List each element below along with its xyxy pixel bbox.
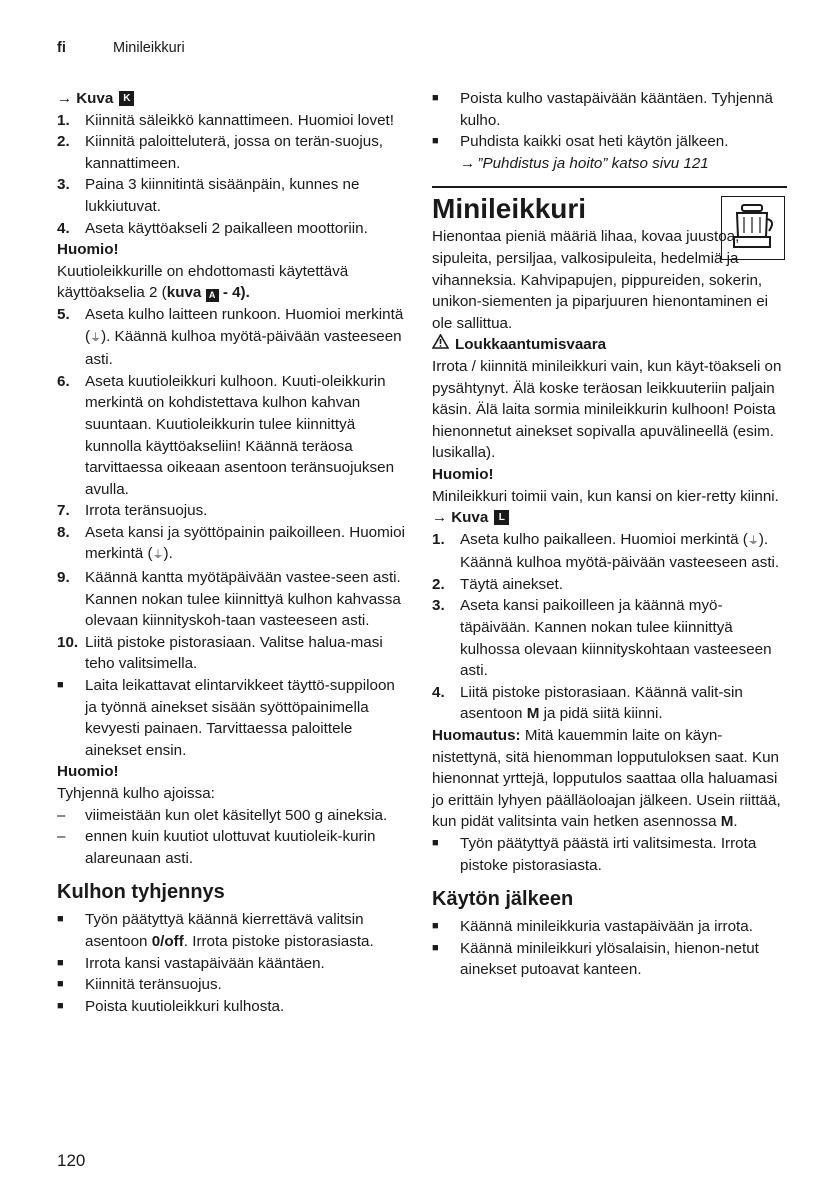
step-item: 3. Aseta kansi paikoilleen ja käännä myö-täpäivään. Kannen nokan tulee kiinnittyä kulhossa olevaan kiinnityskohtaan vasteeseen asti. bbox=[432, 597, 772, 680]
bullet-icon: ■ bbox=[432, 920, 439, 933]
step-item: 9. Käännä kantta myötäpäivään vastee-seen asti. Kannen nokan tulee kiinnittyä kulhon kahvassa olevaan kiinnityskoh-taan vasteeseen asti. bbox=[57, 569, 401, 630]
bullet-item: ■ Käännä minileikkuri ylösalaisin, hienon-netut ainekset putoavat kanteen. bbox=[432, 938, 787, 981]
step-item: 10. Liitä pistoke pistorasiaan. Valitse halua-masi teho valitsimella. bbox=[57, 633, 383, 673]
step-item: 8. Aseta kansi ja syöttöpainin paikoilleen. Huomioi merkintä (⏚). bbox=[57, 522, 407, 567]
note-text: Kuutioleikkurille on ehdottomasti käytettävä käyttöakselia 2 (kuva A - 4). bbox=[57, 262, 349, 302]
note-title: Huomio! bbox=[57, 763, 119, 781]
bullet-item: ■ Puhdista kaikki osat heti käytön jälkeen. bbox=[432, 131, 787, 153]
arrow-right-icon: → bbox=[57, 90, 71, 107]
cross-reference bbox=[432, 153, 787, 175]
figure-ref-l bbox=[432, 507, 787, 529]
section-title: Käytön jälkeen bbox=[432, 888, 574, 911]
warning-title: Loukkaantumisvaara bbox=[432, 334, 787, 356]
step-item: 4. Aseta käyttöakseli 2 paikalleen moottoriin. bbox=[57, 219, 368, 237]
bullet-icon: ■ bbox=[57, 913, 64, 926]
figure-badge: L bbox=[494, 510, 509, 525]
step-item: 6. Aseta kuutioleikkuri kulhoon. Kuuti-oleikkurin merkintä on kohdistettava kulhon kahvan suuntaan. Kuutioleikkurin tulee kiinnittyä kunnolla käyttöakseliin! Käännä teräosa tarvittaessa oikeaan asentoon teränsuojuksen avulla. bbox=[57, 372, 395, 498]
step-item: 1. Aseta kulho paikalleen. Huomioi merkintä (⏚). Käännä kulhoa myötä-päivään vasteeseen asti. bbox=[432, 530, 780, 572]
bullet-icon: ■ bbox=[432, 941, 439, 954]
bullet-item: ■ Irrota kansi vastapäivään kääntäen. bbox=[57, 953, 407, 975]
arrow-right-icon: → bbox=[460, 154, 474, 172]
bullet-icon: ■ bbox=[57, 956, 64, 969]
step-item: 2. Kiinnitä paloitteluterä, jossa on terän-suojus, kannattimeen. bbox=[57, 133, 384, 172]
page-header bbox=[57, 38, 185, 60]
alignment-mark-icon: ⏚ bbox=[90, 331, 102, 344]
figure-ref-k bbox=[57, 88, 407, 110]
bullet-icon: ■ bbox=[57, 978, 64, 991]
bullet-item: ■ Kiinnitä teränsuojus. bbox=[57, 974, 407, 996]
note-title: Huomio! bbox=[57, 241, 119, 259]
bullet-item: ■ Työn päätyttyä päästä irti valitsimesta. Irrota pistoke pistorasiasta. bbox=[432, 833, 787, 876]
bullet-item: ■ Laita leikattavat elintarvikkeet täyttö-suppiloon ja työnnä ainekset sisään syöttöpainimella kevyesti painaen. Tarvittaessa paloittele ainekset ensin. bbox=[57, 675, 407, 761]
step-item: 3. Paina 3 kiinnitintä sisäänpäin, kunnes ne lukkiutuvat. bbox=[57, 176, 360, 215]
bullet-icon: ■ bbox=[432, 92, 439, 104]
bullet-icon: ■ bbox=[57, 999, 64, 1012]
note-text: Tyhjennä kulho ajoissa: bbox=[57, 785, 215, 802]
bullet-item: ■ Poista kuutioleikkuri kulhosta. bbox=[57, 996, 407, 1018]
note-title: Huomio! bbox=[432, 465, 494, 483]
language-code: fi bbox=[57, 40, 66, 56]
section-title: Kulhon tyhjennys bbox=[57, 881, 225, 904]
section-block bbox=[432, 186, 787, 334]
bullet-icon: ■ bbox=[432, 135, 439, 148]
dash-item: – ennen kuin kuutiot ulottuvat kuutioleik-kurin alareunaan asti. bbox=[57, 828, 376, 867]
figure-ref-label: Kuva bbox=[451, 509, 489, 527]
note-text: Minileikkuri toimii vain, kun kansi on kier-retty kiinni. bbox=[432, 487, 779, 505]
bullet-item: ■ Käännä minileikkuria vastapäivään ja irrota. bbox=[432, 916, 787, 938]
header-title: Minileikkuri bbox=[113, 40, 185, 56]
remark-text: Huomautus: Mitä kauemmin laite on käyn-nistettynä, sitä hienomman lopputuloksen saat. Kun hienonnat yrttejä, lopputulos saattaa olla haluamasi jo erittäin lyhyen päälläoloajan jälkeen. Usein riittää, kun pidät valitsinta vain hetken asennossa M. bbox=[432, 727, 781, 831]
arrow-right-icon: → bbox=[432, 509, 446, 527]
right-column bbox=[432, 88, 787, 981]
figure-badge: K bbox=[119, 91, 134, 106]
intro-text: Hienontaa pieniä määriä lihaa, kovaa juustoa, sipuleita, persiljaa, valkosipuleita, hedelmiä ja vihanneksia. Kahvipapujen, pippureiden, sokerin, unikon-siementen ja piparjuuren hienontaminen ei ole sallittua. bbox=[432, 228, 769, 332]
page-number: 120 bbox=[57, 1151, 86, 1170]
bullet-icon: ■ bbox=[57, 679, 64, 692]
figure-badge: A bbox=[206, 289, 219, 302]
mini-chopper-icon bbox=[721, 196, 785, 260]
step-item: 5. Aseta kulho laitteen runkoon. Huomioi merkintä (⏚). Käännä kulhoa myötä-päivään vasteeseen asti. bbox=[57, 305, 404, 369]
step-item: 7. Irrota teränsuojus. bbox=[57, 502, 208, 520]
steps-1-4 bbox=[57, 110, 407, 240]
step-item: 1. Kiinnitä säleikkö kannattimeen. Huomioi lovet! bbox=[57, 111, 394, 129]
cross-reference-link[interactable]: ”Puhdistus ja hoito” katso sivu 121 bbox=[477, 154, 709, 172]
warning-text: Irrota / kiinnitä minileikkuri vain, kun käyt-töakseli on pysähtynyt. Älä koske teräosan leikkuuteriin paljain käsin. Älä laita sormia minileikkurin kulhoon! Poista hienonnetut ainekset sopivalla apuvälineellä (esim. lusikalla). bbox=[432, 357, 782, 462]
figure-ref-label: Kuva bbox=[76, 90, 114, 107]
dash-item: – viimeistään kun olet käsitellyt 500 g aineksia. bbox=[57, 806, 388, 824]
bullet-item: ■ Työn päätyttyä käännä kierrettävä valitsin asentoon 0/off. Irrota pistoke pistorasiasta. bbox=[57, 909, 407, 952]
bullet-item: ■ Poista kulho vastapäivään kääntäen. Tyhjennä kulho. bbox=[432, 88, 787, 131]
step-item: 4. Liitä pistoke pistorasiaan. Käännä valit-sin asentoon M ja pidä siitä kiinni. bbox=[432, 683, 743, 723]
step-item: 2. Täytä ainekset. bbox=[432, 575, 563, 593]
bullet-icon: ■ bbox=[432, 837, 439, 849]
left-column bbox=[57, 88, 407, 1017]
warning-triangle-icon bbox=[432, 334, 449, 356]
section-title: Minileikkuri bbox=[432, 193, 587, 225]
alignment-mark-icon: ⏚ bbox=[747, 534, 759, 547]
alignment-mark-icon: ⏚ bbox=[152, 549, 164, 562]
